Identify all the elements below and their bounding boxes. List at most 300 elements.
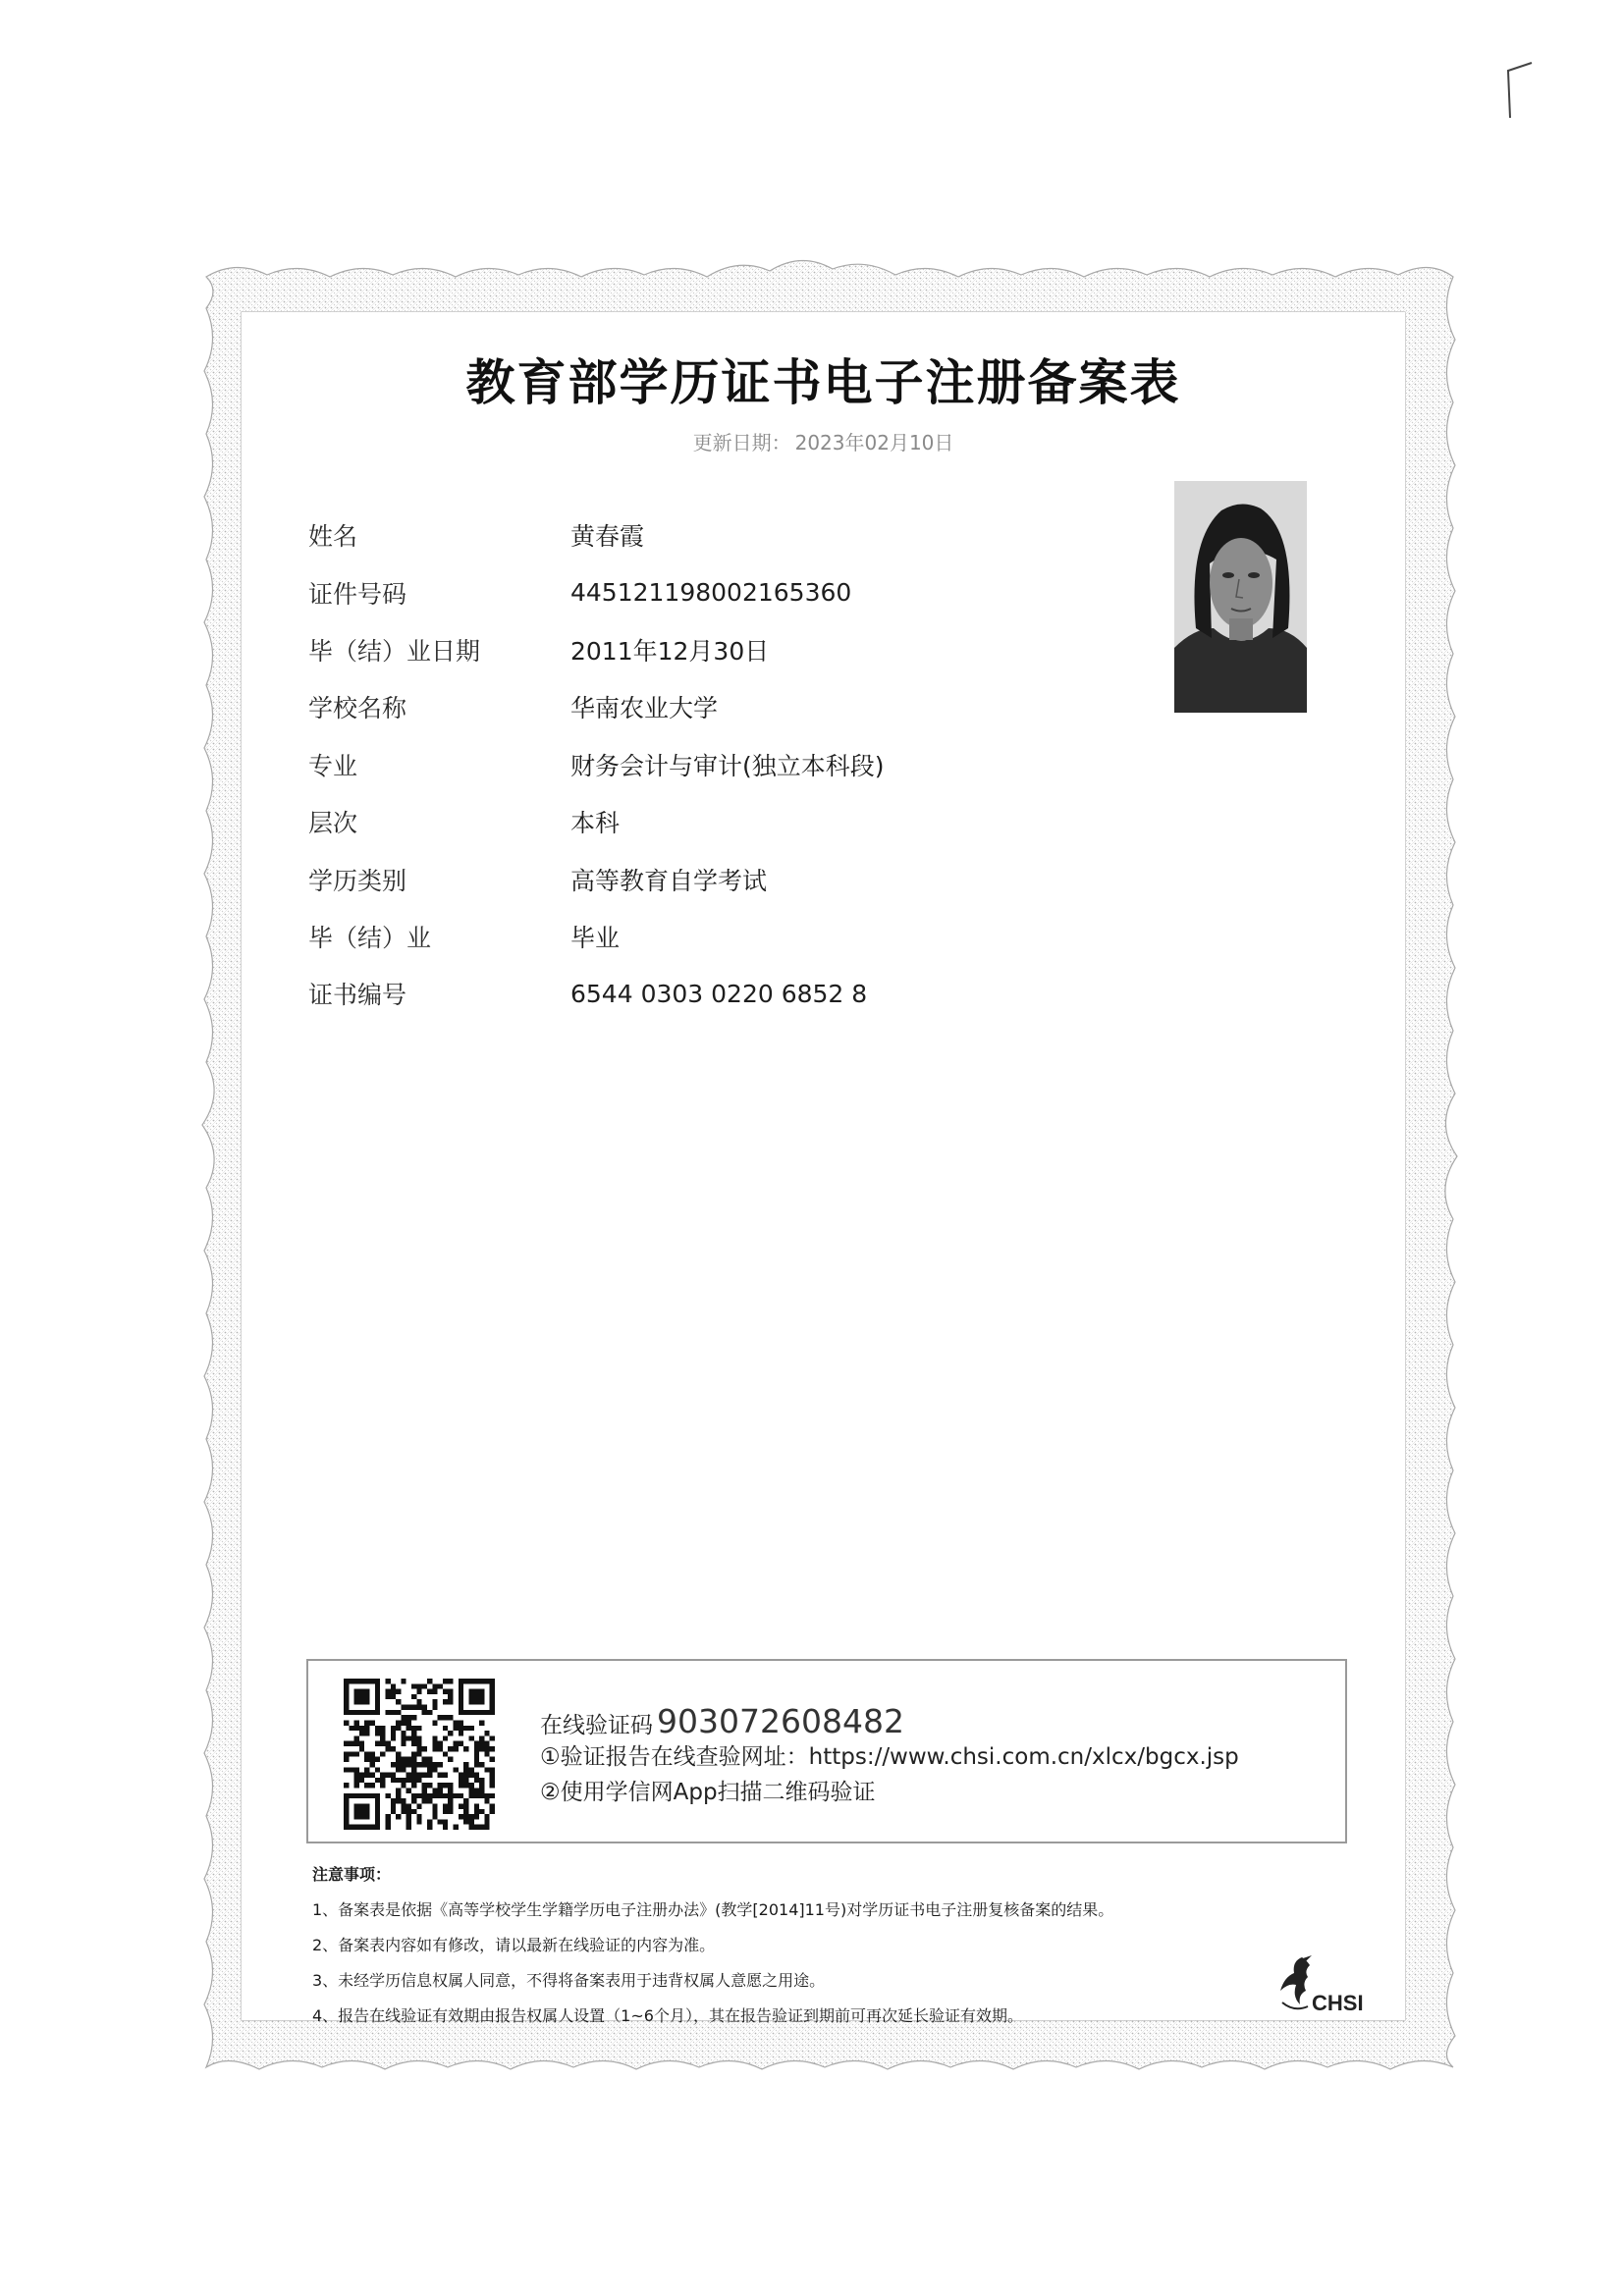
qr-module: [401, 1715, 406, 1720]
qr-module: [432, 1793, 437, 1798]
qr-module: [459, 1778, 463, 1783]
verification-url-line: ①验证报告在线查验网址：https://www.chsi.com.cn/xlcx/bgcx.jsp: [540, 1744, 1239, 1770]
qr-module: [391, 1762, 396, 1767]
qr-module: [459, 1783, 463, 1788]
qr-module: [375, 1726, 380, 1731]
qr-module: [484, 1793, 489, 1798]
qr-module: [380, 1773, 385, 1778]
qr-module: [406, 1778, 411, 1783]
qr-module: [422, 1746, 427, 1751]
field-label: 毕（结）业日期: [308, 636, 481, 666]
qr-module: [354, 1773, 359, 1778]
qr-module: [432, 1746, 437, 1751]
qr-module: [401, 1705, 406, 1710]
qr-module: [411, 1726, 416, 1731]
qr-module: [411, 1731, 416, 1735]
qr-module: [454, 1746, 459, 1751]
qr-module: [411, 1809, 416, 1814]
qr-module: [448, 1757, 453, 1762]
qr-module: [474, 1809, 479, 1814]
qr-module: [474, 1814, 479, 1819]
update-date-line: [242, 427, 1405, 455]
qr-module: [406, 1809, 411, 1814]
qr-module: [490, 1783, 495, 1788]
qr-module: [422, 1798, 427, 1803]
qr-module: [463, 1767, 468, 1772]
qr-module: [416, 1751, 421, 1756]
qr-module: [396, 1767, 401, 1772]
qr-module: [468, 1735, 473, 1740]
qr-module: [490, 1803, 495, 1808]
qr-module: [463, 1746, 468, 1751]
qr-module: [354, 1751, 359, 1756]
qr-module: [448, 1679, 453, 1683]
qr-module: [396, 1710, 401, 1715]
qr-module: [349, 1751, 353, 1756]
qr-module: [443, 1793, 448, 1798]
qr-module: [427, 1783, 432, 1788]
qr-module: [391, 1798, 396, 1803]
qr-module: [385, 1746, 390, 1751]
qr-module: [432, 1699, 437, 1704]
verification-app-line: ②使用学信网App扫描二维码验证: [540, 1780, 876, 1805]
qr-module: [427, 1793, 432, 1798]
qr-module: [438, 1819, 443, 1824]
qr-module: [385, 1679, 390, 1683]
qr-module: [411, 1705, 416, 1710]
field-row: [308, 908, 885, 965]
qr-module: [380, 1751, 385, 1756]
qr-module: [391, 1746, 396, 1751]
qr-module: [416, 1726, 421, 1731]
qr-module: [411, 1798, 416, 1803]
qr-module: [370, 1751, 375, 1756]
qr-module: [344, 1767, 349, 1772]
qr-module: [443, 1689, 448, 1694]
qr-module: [396, 1798, 401, 1803]
qr-module: [364, 1731, 369, 1735]
qr-module: [468, 1814, 473, 1819]
qr-module: [459, 1803, 463, 1808]
update-date-label: 更新日期：: [692, 431, 791, 454]
qr-module: [438, 1741, 443, 1746]
qr-module: [364, 1773, 369, 1778]
qr-module: [422, 1789, 427, 1793]
qr-module: [391, 1683, 396, 1688]
qr-module: [463, 1798, 468, 1803]
qr-module: [406, 1726, 411, 1731]
qr-module: [484, 1767, 489, 1772]
qr-module: [474, 1789, 479, 1793]
qr-module: [484, 1751, 489, 1756]
qr-module: [438, 1793, 443, 1798]
qr-module: [474, 1773, 479, 1778]
qr-module: [484, 1731, 489, 1735]
record-sheet: [242, 312, 1405, 2025]
qr-module: [359, 1741, 364, 1746]
qr-module: [468, 1793, 473, 1798]
qr-module: [380, 1741, 385, 1746]
field-value: 2011年12月30日: [570, 636, 770, 666]
qr-module: [354, 1720, 359, 1725]
qr-module: [490, 1773, 495, 1778]
qr-module: [427, 1710, 432, 1715]
qr-module: [385, 1773, 390, 1778]
note-item: 1、备案表是依据《高等学校学生学籍学历电子注册办法》(教学[2014]11号)对学历证书电子注册复核备案的结果。: [312, 1900, 1114, 1919]
qr-module: [406, 1757, 411, 1762]
qr-module: [454, 1793, 459, 1798]
qr-module: [438, 1746, 443, 1751]
qr-module: [396, 1726, 401, 1731]
qr-module: [448, 1783, 453, 1788]
qr-module: [396, 1789, 401, 1793]
qr-module: [411, 1741, 416, 1746]
qr-module: [484, 1814, 489, 1819]
qr-module: [474, 1825, 479, 1830]
qr-module: [391, 1710, 396, 1715]
qr-module: [396, 1757, 401, 1762]
qr-module: [354, 1783, 359, 1788]
qr-module: [474, 1757, 479, 1762]
qr-module: [364, 1767, 369, 1772]
qr-module: [354, 1778, 359, 1783]
chsi-logo-text: CHSI: [1312, 1991, 1364, 2015]
qr-module: [411, 1773, 416, 1778]
qr-module: [416, 1778, 421, 1783]
qr-module: [380, 1778, 385, 1783]
qr-module: [385, 1689, 390, 1694]
qr-module: [427, 1679, 432, 1683]
qr-module: [422, 1757, 427, 1762]
qr-module: [416, 1689, 421, 1694]
qr-module: [370, 1783, 375, 1788]
qr-module: [422, 1773, 427, 1778]
qr-module: [401, 1757, 406, 1762]
qr-module: [411, 1767, 416, 1772]
verification-code-label: 在线验证码: [540, 1713, 653, 1738]
qr-module: [432, 1741, 437, 1746]
qr-module: [443, 1679, 448, 1683]
qr-module: [406, 1814, 411, 1819]
qr-module: [391, 1731, 396, 1735]
qr-module: [448, 1731, 453, 1735]
qr-module: [443, 1715, 448, 1720]
qr-module: [479, 1741, 484, 1746]
qr-module: [396, 1689, 401, 1694]
qr-module: [443, 1699, 448, 1704]
field-label: 层次: [308, 809, 358, 838]
qr-module: [438, 1715, 443, 1720]
qr-module: [459, 1793, 463, 1798]
qr-module: [416, 1762, 421, 1767]
qr-module: [454, 1767, 459, 1772]
qr-module: [416, 1819, 421, 1824]
field-label: 姓名: [308, 522, 358, 552]
qr-module: [468, 1726, 473, 1731]
qr-module: [385, 1793, 390, 1798]
record-fields: [308, 507, 885, 1023]
qr-module: [427, 1819, 432, 1824]
qr-module: [370, 1720, 375, 1725]
qr-module: [359, 1773, 364, 1778]
qr-module: [359, 1778, 364, 1783]
qr-module: [443, 1819, 448, 1824]
field-label: 毕（结）业: [308, 923, 432, 952]
qr-module: [359, 1731, 364, 1735]
qr-module: [484, 1746, 489, 1751]
field-row: [308, 736, 885, 793]
qr-module: [396, 1793, 401, 1798]
qr-module: [391, 1726, 396, 1731]
qr-module: [391, 1689, 396, 1694]
qr-module: [427, 1773, 432, 1778]
qr-module: [416, 1705, 421, 1710]
qr-module: [401, 1762, 406, 1767]
qr-module: [406, 1735, 411, 1740]
qr-module: [432, 1735, 437, 1740]
qr-module: [401, 1741, 406, 1746]
field-label: 学历类别: [308, 866, 407, 895]
qr-module: [422, 1793, 427, 1798]
qr-module: [479, 1825, 484, 1830]
qr-module: [406, 1720, 411, 1725]
qr-module: [349, 1767, 353, 1772]
qr-module: [463, 1814, 468, 1819]
note-item: 2、备案表内容如有修改，请以最新在线验证的内容为准。: [312, 1936, 716, 1954]
qr-module: [422, 1683, 427, 1688]
qr-module: [490, 1767, 495, 1772]
qr-module: [484, 1741, 489, 1746]
note-item: 4、报告在线验证有效期由报告权属人设置（1~6个月），其在报告验证到期前可再次延长验证有效期。: [312, 2006, 1023, 2025]
qr-module: [468, 1825, 473, 1830]
qr-module: [479, 1735, 484, 1740]
qr-module: [463, 1762, 468, 1767]
qr-module: [463, 1783, 468, 1788]
field-value: 445121198002165360: [570, 578, 852, 608]
qr-module: [448, 1746, 453, 1751]
qr-module: [411, 1735, 416, 1740]
qr-module: [354, 1741, 359, 1746]
qr-module: [463, 1809, 468, 1814]
qr-module: [401, 1798, 406, 1803]
qr-module: [359, 1746, 364, 1751]
qr-module: [385, 1741, 390, 1746]
qr-module: [375, 1741, 380, 1746]
qr-module: [422, 1783, 427, 1788]
qr-module: [448, 1793, 453, 1798]
qr-module: [344, 1783, 349, 1788]
verification-code: 903072608482: [657, 1702, 904, 1740]
qr-module: [448, 1803, 453, 1808]
qr-module: [411, 1715, 416, 1720]
qr-module: [416, 1803, 421, 1808]
qr-module: [459, 1773, 463, 1778]
qr-module: [375, 1778, 380, 1783]
qr-module: [406, 1705, 411, 1710]
qr-module: [484, 1819, 489, 1824]
qr-module: [364, 1757, 369, 1762]
qr-module: [443, 1783, 448, 1788]
qr-module: [406, 1762, 411, 1767]
qr-module: [443, 1751, 448, 1756]
qr-module: [416, 1793, 421, 1798]
qr-module: [391, 1735, 396, 1740]
qr-module: [411, 1778, 416, 1783]
qr-module: [448, 1715, 453, 1720]
qr-module: [396, 1720, 401, 1725]
qr-module: [463, 1778, 468, 1783]
qr-module: [375, 1767, 380, 1772]
qr-module: [438, 1683, 443, 1688]
qr-module: [468, 1767, 473, 1772]
qr-module: [438, 1783, 443, 1788]
qr-module: [432, 1814, 437, 1819]
field-label: 证书编号: [308, 981, 407, 1010]
notes-section: [312, 1857, 1113, 2034]
qr-module: [411, 1793, 416, 1798]
qr-module: [396, 1778, 401, 1783]
qr-module: [479, 1783, 484, 1788]
qr-module: [432, 1720, 437, 1725]
qr-module: [385, 1819, 390, 1824]
qr-module: [370, 1762, 375, 1767]
notes-title: 注意事项：: [312, 1865, 392, 1884]
qr-module: [396, 1814, 401, 1819]
qr-module: [391, 1803, 396, 1808]
qr-module: [427, 1767, 432, 1772]
field-row: [308, 507, 885, 563]
qr-module: [427, 1762, 432, 1767]
field-row: [308, 678, 885, 735]
qr-module: [364, 1720, 369, 1725]
qr-module: [385, 1710, 390, 1715]
qr-module: [432, 1789, 437, 1793]
qr-module: [443, 1773, 448, 1778]
qr-module: [406, 1789, 411, 1793]
qr-module: [474, 1746, 479, 1751]
qr-module: [344, 1757, 349, 1762]
field-value: 黄春霞: [570, 522, 645, 552]
qr-module: [401, 1803, 406, 1808]
field-row: [308, 563, 885, 620]
qr-module: [391, 1694, 396, 1699]
qr-module: [468, 1819, 473, 1824]
qr-module: [416, 1814, 421, 1819]
qr-module: [391, 1809, 396, 1814]
field-row: [308, 965, 885, 1022]
qr-module: [490, 1809, 495, 1814]
qr-module: [375, 1731, 380, 1735]
qr-module: [370, 1773, 375, 1778]
field-value: 华南农业大学: [570, 694, 719, 723]
qr-module: [411, 1757, 416, 1762]
qr-module: [454, 1726, 459, 1731]
qr-module: [468, 1789, 473, 1793]
qr-module: [380, 1783, 385, 1788]
field-value: 毕业: [570, 923, 621, 952]
qr-module: [364, 1783, 369, 1788]
qr-module: [380, 1735, 385, 1740]
qr-module: [401, 1735, 406, 1740]
qr-module: [401, 1720, 406, 1725]
qr-module: [422, 1705, 427, 1710]
qr-module: [490, 1746, 495, 1751]
qr-module: [474, 1793, 479, 1798]
qr-module: [432, 1809, 437, 1814]
qr-module: [474, 1803, 479, 1808]
qr-module: [422, 1762, 427, 1767]
qr-module: [427, 1825, 432, 1830]
qr-module: [401, 1809, 406, 1814]
qr-module: [490, 1793, 495, 1798]
qr-module: [448, 1699, 453, 1704]
qr-module: [396, 1751, 401, 1756]
qr-module: [459, 1814, 463, 1819]
field-row: [308, 850, 885, 907]
qr-code[interactable]: [344, 1679, 495, 1830]
update-date-value: 2023年02月10日: [794, 431, 954, 454]
qr-module: [474, 1778, 479, 1783]
qr-module: [490, 1735, 495, 1740]
qr-module: [396, 1699, 401, 1704]
qr-module: [416, 1683, 421, 1688]
qr-module: [364, 1751, 369, 1756]
field-value: 财务会计与审计(独立本科段): [570, 751, 885, 780]
qr-module: [468, 1783, 473, 1788]
field-label: 专业: [308, 751, 358, 780]
qr-module: [427, 1757, 432, 1762]
qr-module: [432, 1683, 437, 1688]
field-value: 高等教育自学考试: [570, 866, 768, 895]
qr-module: [448, 1789, 453, 1793]
qr-module: [406, 1803, 411, 1808]
qr-module: [438, 1773, 443, 1778]
qr-module: [432, 1767, 437, 1772]
qr-module: [370, 1757, 375, 1762]
qr-module: [463, 1803, 468, 1808]
qr-module: [422, 1710, 427, 1715]
qr-module: [411, 1762, 416, 1767]
id-photo: [1174, 481, 1307, 713]
qr-module: [459, 1726, 463, 1731]
qr-module: [490, 1778, 495, 1783]
field-label: 证件号码: [308, 579, 407, 609]
qr-module: [474, 1762, 479, 1767]
field-value: 6544 0303 0220 6852 8: [570, 979, 868, 1008]
qr-module: [443, 1809, 448, 1814]
qr-module: [349, 1726, 353, 1731]
qr-module: [385, 1825, 390, 1830]
qr-module: [401, 1767, 406, 1772]
qr-module: [432, 1762, 437, 1767]
qr-module: [438, 1789, 443, 1793]
qr-module: [364, 1726, 369, 1731]
qr-module: [344, 1751, 349, 1756]
chsi-logo: [1274, 1953, 1373, 2018]
qr-module: [463, 1773, 468, 1778]
qr-module: [463, 1726, 468, 1731]
qr-module: [401, 1731, 406, 1735]
qr-module: [344, 1720, 349, 1725]
qr-module: [375, 1757, 380, 1762]
qr-module: [432, 1803, 437, 1808]
field-value: 本科: [570, 809, 621, 838]
qr-module: [411, 1783, 416, 1788]
field-row: [308, 793, 885, 850]
qr-module: [411, 1683, 416, 1688]
qr-module: [354, 1735, 359, 1740]
qr-module: [391, 1778, 396, 1783]
